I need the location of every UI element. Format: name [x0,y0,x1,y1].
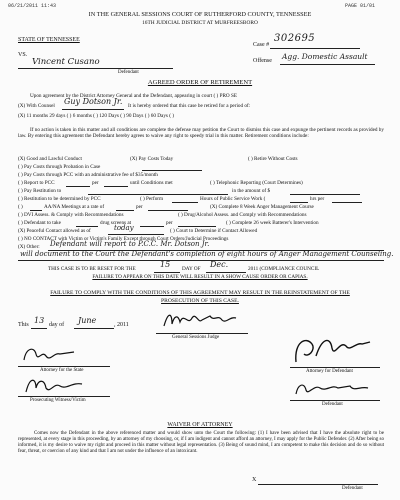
vs-label: VS. [18,52,28,58]
cond-other-line2 [18,260,384,261]
cond-report-until: until Conditions met [130,180,173,186]
waiver-mark: X [252,477,257,483]
cond-telephonic: ( ) Telephonic Reporting (Court Determines) [210,180,303,186]
defense-attorney-line [290,367,380,368]
agreement-line: Upon agreement by the District Attorney General and the Defendant, appearing in court ( ) PRO SE [30,93,238,99]
failure-to-comply-line1: FAILURE TO COMPLY WITH THE CONDITIONS OF THIS AGREEMENT MAY RESULT IN THE REINSTATEMENT OF THE [50,290,350,296]
cond-restitution-line [88,194,228,195]
case-number-label: Case # [253,42,270,48]
cond-report-pcc: ( ) Report to PCC [18,180,55,186]
reset-day-of: DAY OF [182,266,201,272]
reset-month-line [206,272,246,273]
case-number-line [270,48,360,49]
cond-retire-without-costs: ( ) Retire Without Costs [248,156,298,162]
cond-drug-screens-at: drug screens at [100,220,132,226]
cond-court-determine-contact: ( ) Court to Determine if Contact Allowed [170,228,258,234]
cond-anger-management: (X) Complete 8 Week Anger Management Course [210,204,314,210]
cond-good-conduct: (X) Good and Lawful Conduct [18,156,82,162]
reset-text: THIS CASE IS TO BE RESET FOR THE [48,266,136,272]
retirement-order-text: It is hereby ordered that this case be retired for a period of: [128,103,251,109]
fax-timestamp: 06/21/2011 11:43 [8,3,57,9]
reset-day: 15 [160,260,171,269]
cond-peaceful-contact-line [108,234,164,235]
defendant-name: Vincent Cusano [32,57,100,67]
cond-other-text-line1: Defendant will report to P.C.C. Mr. Dotson Jr. [50,240,210,248]
victim-signature [22,374,92,396]
waiver-defendant-line [258,484,378,485]
cond-restitution-pcc: ( ) Restitution to be determined by PCC [18,196,101,202]
cond-public-service: Hours of Public Service Work ( [200,196,266,202]
date-this: This [18,322,29,328]
dismissal-paragraph: If no action is taken in this matter and all conditions are complete the defense may petition the Court to dismiss this case and expunge the pertinent records as provided by law. By entering this agreement the Defendant hereby agrees to waive any right to speedy trial in this matter. Retirement conditions include: [18,127,384,140]
defendant-name-line [18,68,173,69]
cond-batterers-intervention: ( ) Complete 26 week Batterer's Intervention [226,220,319,226]
cond-report-per-line [104,186,128,187]
cond-other: (X) Other: [18,244,40,250]
cond-costs-probation: ( ) Pay Costs through Probation in Case [18,164,101,170]
judge-signature-line [156,333,248,334]
cond-other-text-line2: will document to the Court the Defendant's completion of eight hours of Anger Management Counseling. [20,250,394,258]
defendant-signature-label: Defendant [322,402,343,407]
cond-restitution-amount-line [290,194,360,195]
failure-to-comply-line2: PROSECUTION OF THIS CASE. [161,298,239,304]
cond-aa-meetings: AA/NA Meetings at a rate of [44,204,105,210]
cond-drug-screens-count-line [76,226,98,227]
cond-costs-probation-line [142,170,202,171]
cond-aa-per-line [148,210,188,211]
failure-to-appear: FAILURE TO APPEAR ON THIS DATE WILL RESULT IN A SHOW CAUSE ORDER OR CAPIAS. [92,274,308,280]
cond-no-contact: ( ) NO CONTACT with Victim or Victim's Family Except through Court Orders/Judicial Proceedings [18,236,229,242]
date-month-line [74,328,114,329]
cond-peaceful-contact-date: today [114,224,134,232]
order-title: AGREED ORDER OF RETIREMENT [147,79,253,86]
cond-drug-screens-per-line [178,226,216,227]
cond-hrs-per: hrs per [310,196,325,202]
cond-aa-box: ( ) [18,204,23,210]
defense-attorney-label: Attorney for Defendant [306,369,353,374]
judge-signature [160,308,240,332]
cond-dvi-assess: ( ) DVI Assess. & Comply with Recommendations [18,212,124,218]
waiver-defendant-label: Defendant [342,486,363,491]
defense-attorney-signature [290,332,374,368]
reset-year-council: 2011 (COMPLIANCE COUNCIL [248,266,320,272]
defendant-signature [292,378,372,400]
cond-restitution: ( ) Pay Restitution to [18,188,62,194]
cond-drug-screens-per: per [166,220,173,226]
cond-hrs-per-line [332,202,362,203]
waiver-text: Comes now the Defendant in the above referenced matter and would show unto the Court the following: (1) I have been advised that I have the absolute right to be represented, at every stage in this proceeding, by an attorney of my choosing, or, if I am indigent and cannot afford an attorney, I may apply for the Public Defender. (2) After being so informed, it is my desire to waive my right and proceed in this matter without legal representation. (3) Being of sound mind, I am competent to make this decision and do so without fear, threat, or coercion of any kind and that I am not under the influence of an intoxicant. [18,431,384,454]
offense-line [280,64,375,65]
cond-restitution-amount: in the amount of $ [232,188,271,194]
reset-month: Dec. [210,260,229,269]
cond-costs-pcc: ( ) Pay Costs through PCC with an administrative fee of $35/month [18,172,158,178]
cond-drug-screens: ( ) Defendant to take [18,220,61,226]
judge-label: General Sessions Judge [172,335,220,340]
state-attorney-signature [20,344,80,366]
cond-drug-alcohol-assess: ( ) Drug/Alcohol Assess. and Comply with Recommendations [178,212,307,218]
cond-aa-count-line [30,210,42,211]
cond-public-service-line [290,202,308,203]
offense-label: Offense [253,58,272,64]
fax-page-number: PAGE 01/01 [345,3,376,9]
court-name: IN THE GENERAL SESSIONS COURT OF RUTHERFORD COUNTY, TENNESSEE [88,11,312,18]
case-number-value: 302695 [274,33,316,44]
cond-aa-per: per [136,204,143,210]
state-label: STATE OF TENNESSEE [18,37,80,43]
cond-perform-line [172,202,198,203]
reset-day-line [154,272,180,273]
counsel-name: Guy Dotson Jr. [64,97,123,106]
cond-perform: ( ) Perform [140,196,164,202]
retirement-period-options: (X) 11 months 29 days ( ) 6 months ( ) 120 Days ( ) 90 Days ( ) 60 Days ( ) [18,113,174,119]
with-counsel-label: (X) With Counsel [18,103,55,109]
cond-report-pcc-line [66,186,90,187]
state-attorney-line [18,366,110,367]
date-day-of: day of [49,322,65,328]
victim-label: Prosecuting Witness/Victim [30,398,86,403]
counsel-name-line [62,109,124,110]
date-month: June [78,316,97,325]
state-attorney-label: Attorney for the State [40,368,84,373]
judicial-district: 16TH JUDICIAL DISTRICT AT MURFREESBORO [142,20,258,26]
defendant-signature-line [290,400,380,401]
defendant-caption-label: Defendant [118,70,139,75]
date-year: , 2011 [114,322,129,328]
waiver-title: WAIVER OF ATTORNEY [167,422,233,428]
date-day-line [31,328,47,329]
offense-value: Agg. Domestic Assault [282,52,368,61]
cond-pay-costs-today: (X) Pay Costs Today [130,156,174,162]
victim-line [18,396,110,397]
date-day: 13 [34,316,45,325]
cond-report-per: per [92,180,99,186]
cond-aa-rate-line [116,210,134,211]
cond-drug-screens-rate-line [140,226,164,227]
cond-peaceful-contact: (X) Peaceful Contact allowed as of [18,228,91,234]
